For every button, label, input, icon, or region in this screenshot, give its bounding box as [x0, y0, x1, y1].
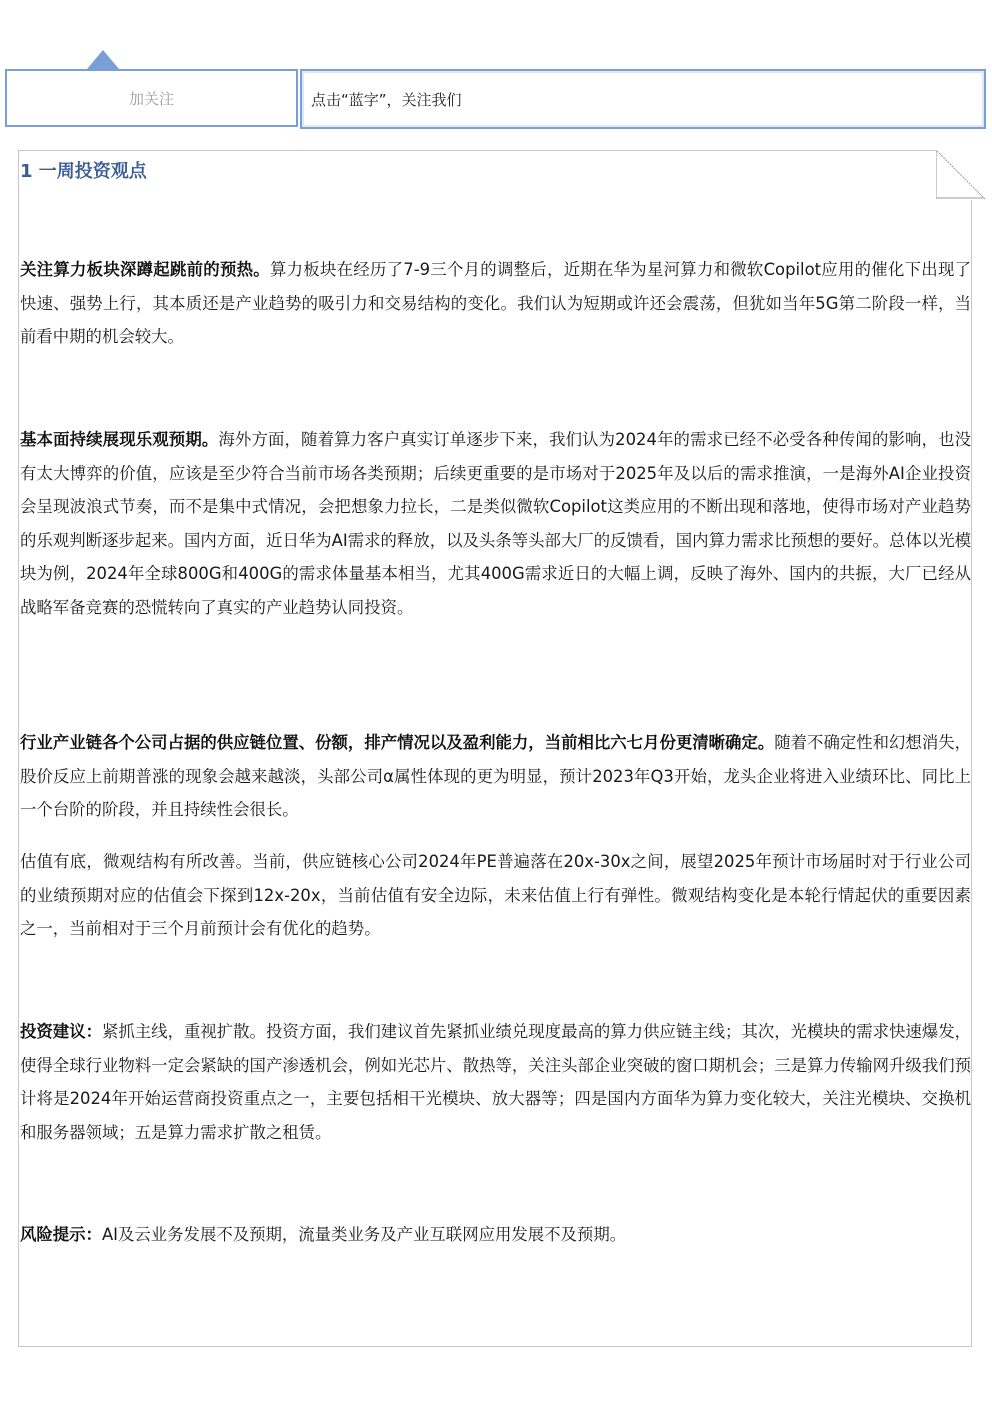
paragraph-investment-advice: [20, 1015, 971, 1149]
paragraph-computing-prewarm: [20, 253, 971, 354]
page-fold-icon: [936, 150, 986, 200]
paragraph-fundamentals: [20, 423, 971, 625]
paragraph-supply-chain: [20, 726, 971, 827]
paragraph-body: AI及云业务发展不及预期，流量类业务及产业互联网应用发展不及预期。: [101, 1225, 627, 1244]
paragraph-lead: 行业产业链各个公司占据的供应链位置、份额，排产情况以及盈利能力，当前相比六七月份更清晰确定。: [20, 733, 775, 752]
paragraph-body: 随着不确定性和幻想消失，股价反应上前期普涨的现象会越来越淡，头部公司α属性体现的更为明显，预计2023年Q3开始，龙头企业将进入业绩环比、同比上一个台阶的阶段，并且持续性会很长。: [20, 733, 972, 820]
paragraph-lead: 关注算力板块深蹲起跳前的预热。: [20, 260, 270, 279]
paragraph-body: 估值有底，微观结构有所改善。当前，供应链核心公司2024年PE普遍落在20x-30x之间，展望2025年预计市场届时对于行业公司的业绩预期对应的估值会下探到12x-20x，当前估值有安全边际，未来估值上行有弹性。微观结构变化是本轮行情起伏的重要因素之一，当前相对于三个月前预计会有优化的趋势。: [20, 852, 971, 939]
follow-message: 点击“蓝字”，关注我们: [311, 90, 462, 109]
follow-arrow-icon: [87, 50, 119, 69]
paragraph-lead: 风险提示：: [20, 1225, 102, 1244]
follow-button[interactable]: [5, 69, 298, 127]
paragraph-body: 海外方面，随着算力客户真实订单逐步下来，我们认为2024年的需求已经不必受各种传闻的影响，也没有太大博弈的价值，应该是至少符合当前市场各类预期；后续更重要的是市场对于2025年及以后的需求推演，一是海外AI企业投资会呈现波浪式节奏，而不是集中式情况，会把想象力拉长，二是类似微软Copilot这类应用的不断出现和落地，使得市场对产业趋势的乐观判断逐步起来。国内方面，近日华为AI需求的释放，以及头条等头部大厂的反馈看，国内算力需求比预想的要好。总体以光模块为例，2024年全球800G和400G的需求体量基本相当，尤其400G需求近日的大幅上调，反映了海外、国内的共振，大厂已经从战略军备竞赛的恐慌转向了真实的产业趋势认同投资。: [20, 430, 971, 617]
follow-message-box: [300, 69, 986, 129]
paragraph-body: 算力板块在经历了7-9三个月的调整后，近期在华为星河算力和微软Copilot应用的催化下出现了快速、强势上行，其本质还是产业趋势的吸引力和交易结构的变化。我们认为短期或许还会震荡，但犹如当年5G第二阶段一样，当前看中期的机会较大。: [20, 260, 972, 347]
paragraph-lead: 投资建议：: [20, 1022, 102, 1041]
paragraph-valuation: [20, 845, 971, 946]
follow-label: 加关注: [128, 89, 174, 108]
paragraph-lead: 基本面持续展现乐观预期。: [20, 430, 219, 449]
paragraph-risk-warning: [20, 1218, 971, 1252]
paragraph-body: 紧抓主线，重视扩散。投资方面，我们建议首先紧抓业绩兑现度最高的算力供应链主线；其次，光模块的需求快速爆发，使得全球行业物料一定会紧缺的国产渗透机会，例如光芯片、散热等，关注头部企业突破的窗口期机会；三是算力传输网升级我们预计将是2024年开始运营商投资重点之一，主要包括相干光模块、放大器等；四是国内方面华为算力变化较大，关注光模块、交换机和服务器领域；五是算力需求扩散之租赁。: [20, 1022, 971, 1142]
section-title: 1 一周投资观点: [20, 161, 147, 182]
